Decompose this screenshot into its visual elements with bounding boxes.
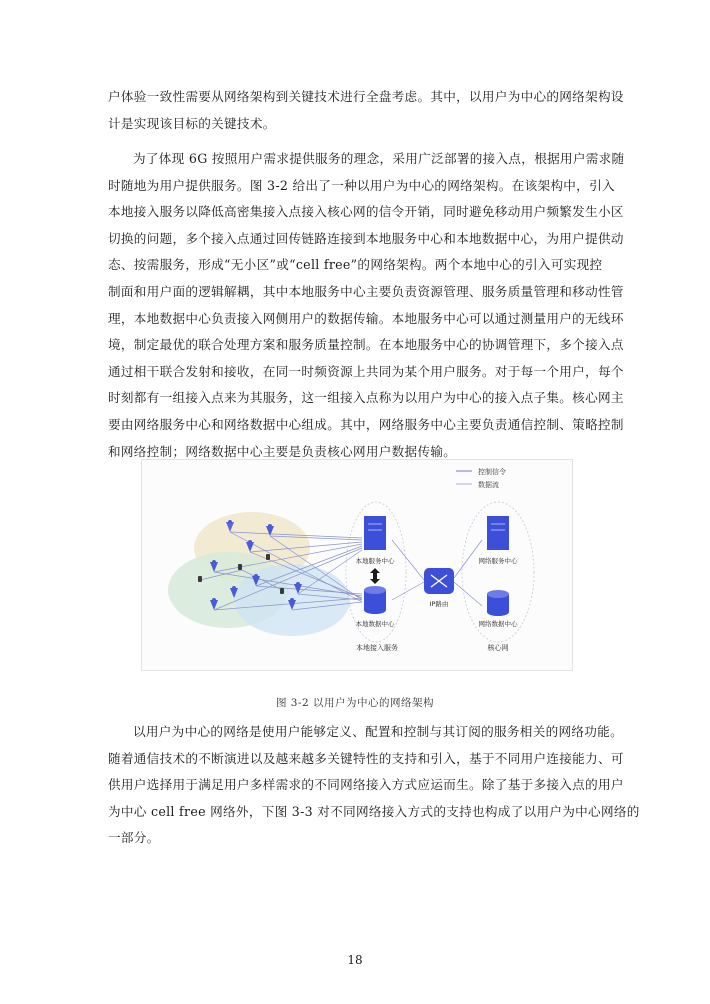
database-icon xyxy=(487,590,509,616)
legend-control-signal: 控制信令 xyxy=(478,468,506,476)
paragraph-2 xyxy=(108,146,625,465)
text-line: 为中心 cell free 网络外，下图 3-3 对不同网络接入方式的支持也构成了以用户为中心网络的 xyxy=(108,803,640,819)
network-diagram xyxy=(142,460,572,670)
database-icon xyxy=(364,586,386,614)
text-line: 切换的问题，多个接入点通过回传链路连接到本地服务中心和本地数据中心，为用户提供动 xyxy=(108,230,624,246)
text-line: 制面和用户面的逻辑解耦，其中本地服务中心主要负责资源管理、服务质量管理和移动性管 xyxy=(108,283,624,299)
paragraph-1 xyxy=(108,84,624,137)
text-line: 理，本地数据中心负责接入网侧用户的数据传输。本地服务中心可以通过测量用户的无线环 xyxy=(108,310,624,326)
label-local-service-center: 本地服务中心 xyxy=(355,557,395,565)
text-line: 和网络控制；网络数据中心主要是负责核心网用户数据传输。 xyxy=(108,443,457,459)
text-line: 态、按需服务，形成“无小区”或“cell free”的网络架构。两个本地中心的引入可实现控 xyxy=(108,257,603,273)
paragraph-3 xyxy=(108,719,640,852)
text-line: 随着通信技术的不断演进以及越来越多关键特性的支持和引入，基于不同用户连接能力、可 xyxy=(108,750,624,766)
text-line: 本地接入服务以降低高密集接入点接入核心网的信令开销，同时避免移动用户频繁发生小区 xyxy=(108,204,624,220)
text-line: 时随地为用户提供服务。图 3-2 给出了一种以用户为中心的网络架构。在该架构中，引入 xyxy=(108,177,615,193)
text-line: 以用户为中心的网络是使用户能够定义、配置和控制与其订阅的服务相关的网络功能。 xyxy=(133,724,623,739)
server-icon xyxy=(364,516,386,550)
label-network-service-center: 网络服务中心 xyxy=(478,557,518,565)
phone-icon xyxy=(280,588,284,594)
text-line: 要由网络服务中心和网络数据中心组成。其中，网络服务中心主要负责通信控制、策略控制 xyxy=(108,416,624,432)
server-icon xyxy=(487,516,509,550)
label-local-access-service: 本地接入服务 xyxy=(356,644,398,652)
label-core-network: 核心网 xyxy=(487,644,509,652)
text-line: 通过相干联合发射和接收，在同一时频资源上共同为某个用户服务。对于每一个用户，每个 xyxy=(108,363,624,379)
text-line: 为了体现 6G 按照用户需求提供服务的理念，采用广泛部署的接入点，根据用户需求随 xyxy=(133,151,625,166)
page-number: 18 xyxy=(347,953,363,967)
phone-icon xyxy=(266,554,270,560)
label-network-data-center: 网络数据中心 xyxy=(478,620,518,628)
text-line: 一部分。 xyxy=(108,830,160,846)
network-architecture-figure xyxy=(141,459,573,671)
legend-data-flow: 数据流 xyxy=(478,481,499,489)
phone-icon xyxy=(198,576,202,582)
text-line: 计是实现该目标的关键技术。 xyxy=(108,115,276,131)
text-line: 供用户选择用于满足用户多样需求的不同网络接入方式应运而生。除了基于多接入点的用户 xyxy=(108,777,624,793)
label-ip-router: IP路由 xyxy=(429,600,449,608)
bidirectional-arrow-icon xyxy=(370,568,380,584)
text-line: 户体验一致性需要从网络架构到关键技术进行全盘考虑。其中，以用户为中心的网络架构设 xyxy=(108,89,624,104)
label-local-data-center: 本地数据中心 xyxy=(355,620,395,628)
figure-caption: 图 3-2 以用户为中心的网络架构 xyxy=(275,697,435,709)
router-icon xyxy=(424,568,454,594)
text-line: 境，制定最优的联合处理方案和服务质量控制。在本地服务中心的协调管理下，多个接入点 xyxy=(108,337,624,353)
text-line: 时刻都有一组接入点来为其服务，这一组接入点称为以用户为中心的接入点子集。核心网主 xyxy=(108,390,624,406)
phone-icon xyxy=(238,564,242,570)
